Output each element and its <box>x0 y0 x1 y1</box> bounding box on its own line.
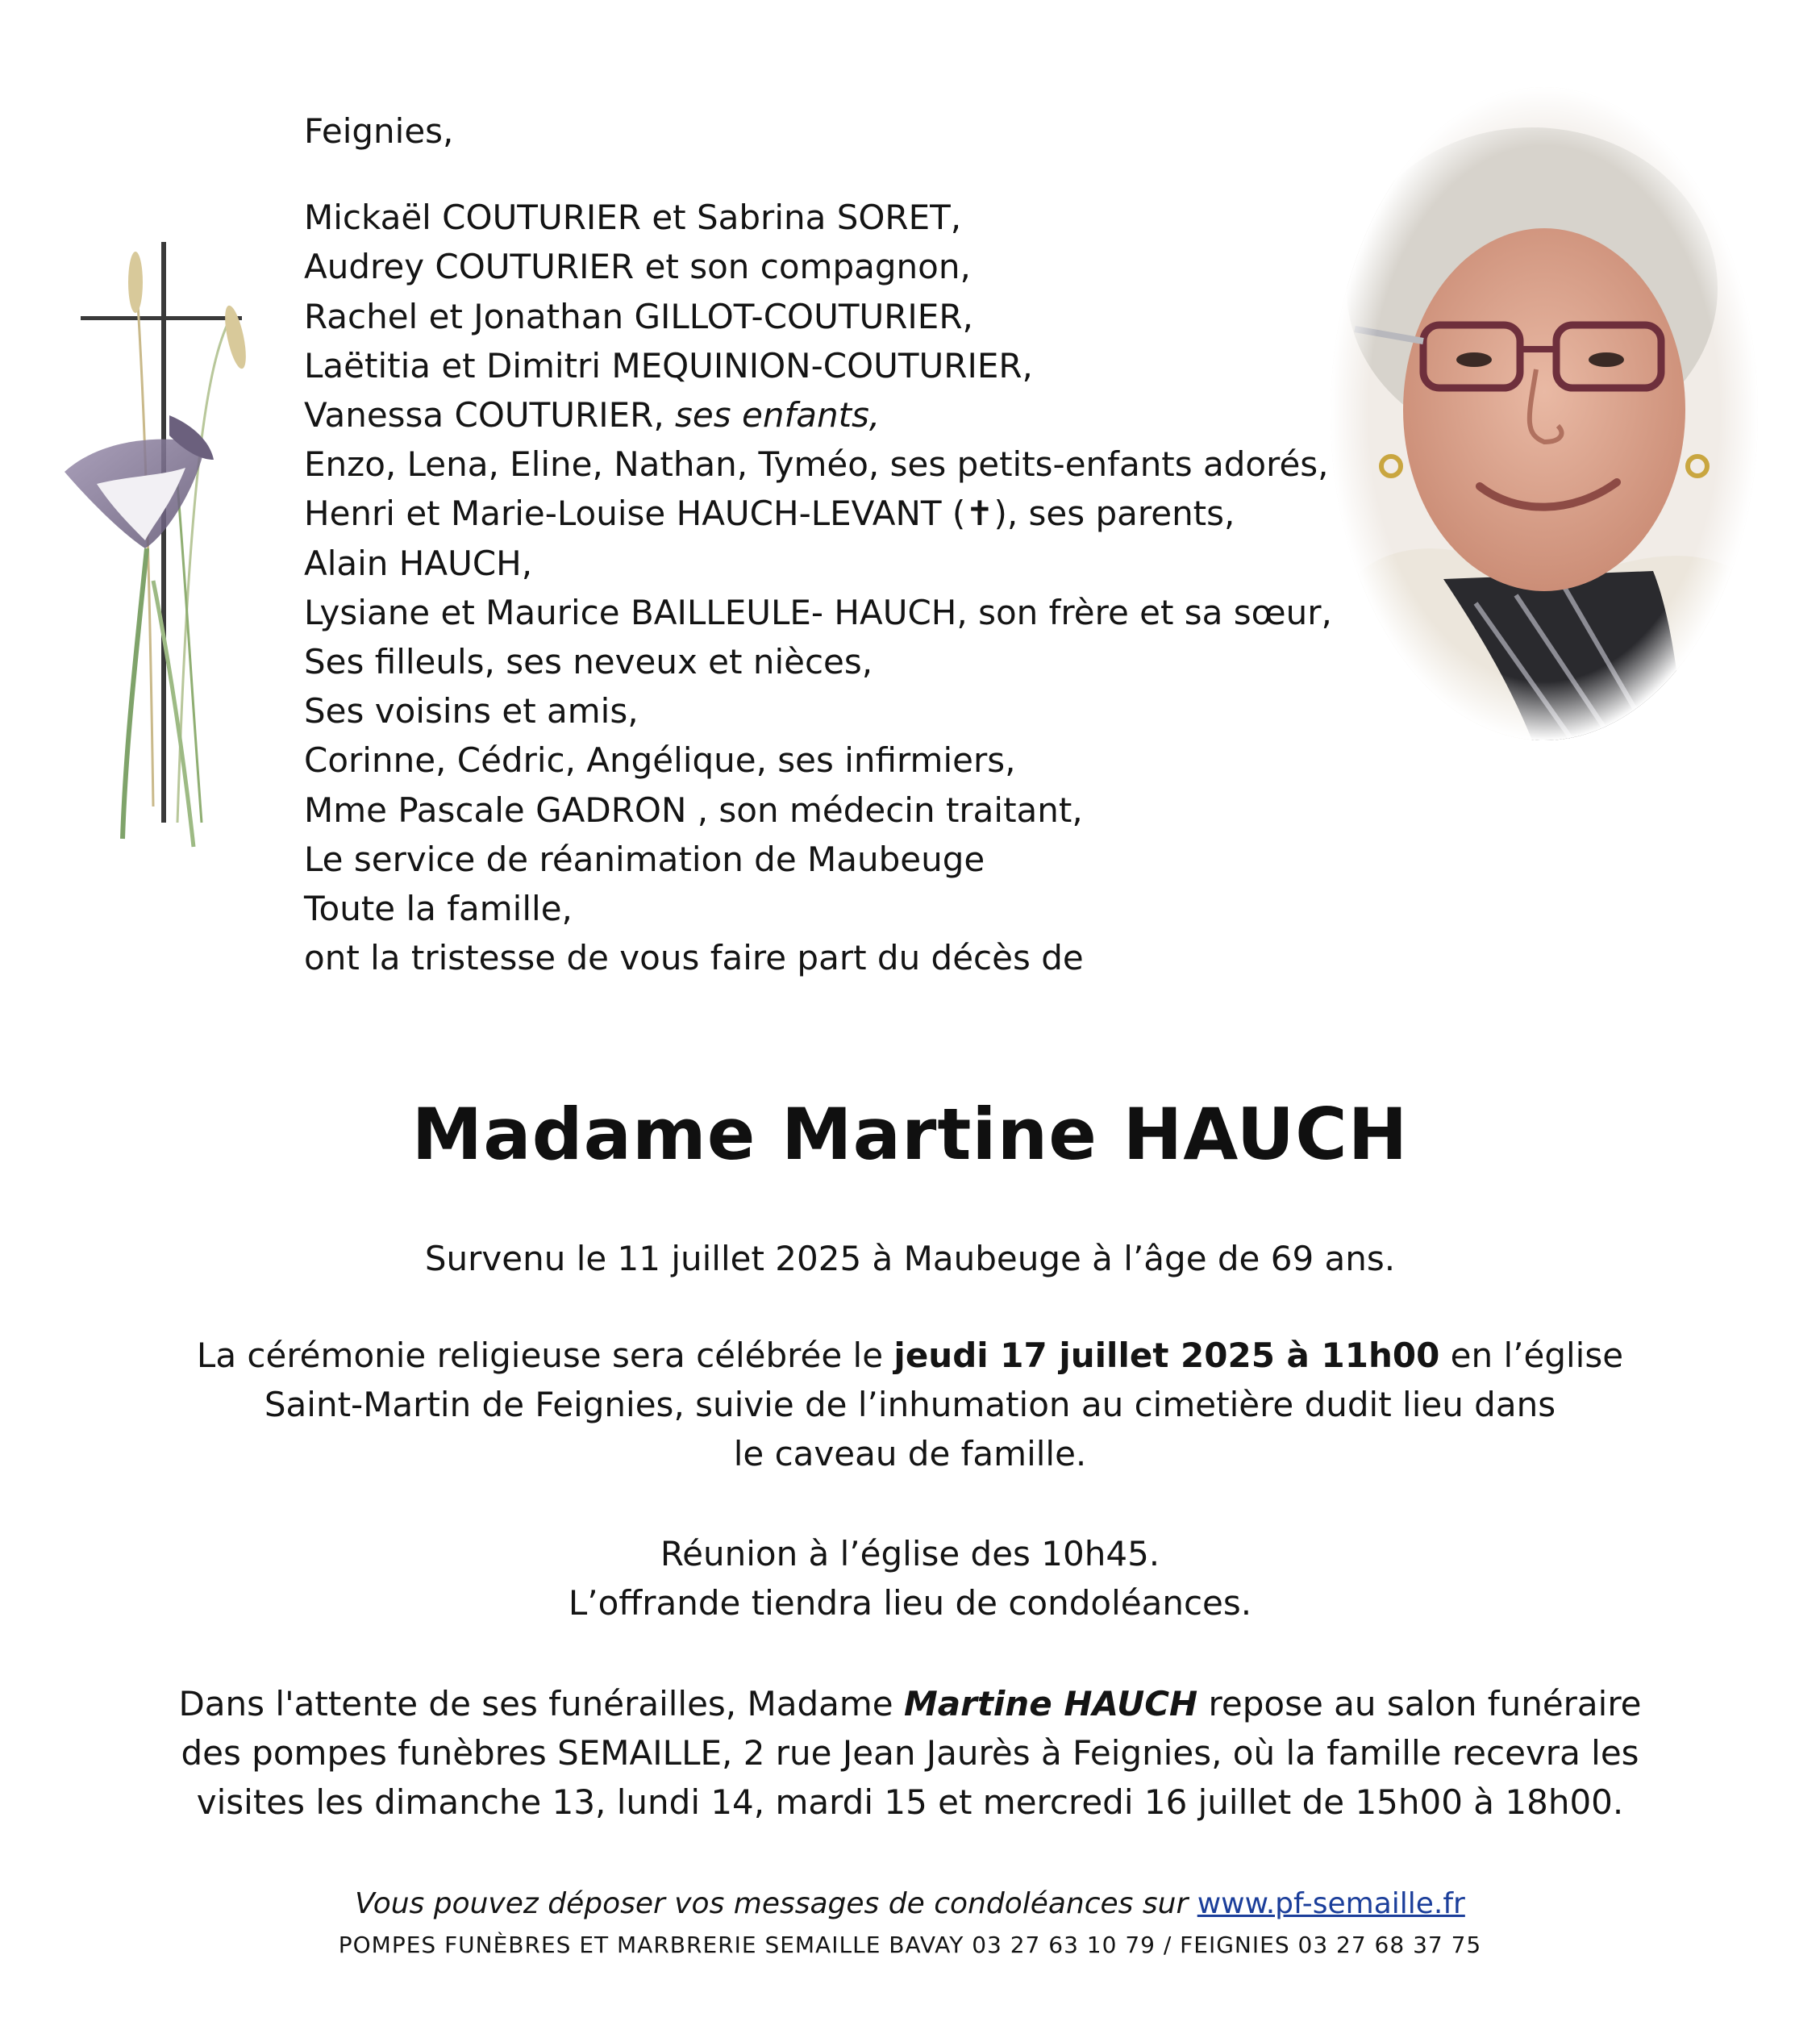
death-notice-text: Survenu le 11 juillet 2025 à Maubeuge à l’âge de 69 ans. <box>424 1239 1396 1278</box>
list-item: Lysiane et Maurice BAILLEULE- HAUCH, son frère et sa sœur, <box>304 592 1332 632</box>
viewing-intro: Dans l'attente de ses funérailles, Madame <box>178 1684 904 1723</box>
condolences-message <box>0 1887 1820 1920</box>
list-item: Audrey COUTURIER et son compagnon, <box>304 247 971 287</box>
list-item: Feignies, <box>304 111 454 151</box>
list-item: Mme Pascale GADRON , son médecin traitant, <box>304 790 1083 830</box>
list-item-italic: ses enfants, <box>675 395 881 436</box>
reunion-paragraph <box>0 1529 1820 1627</box>
ceremony-line-3: le caveau de famille. <box>733 1434 1087 1473</box>
list-item: Enzo, Lena, Eline, Nathan, Tyméo, ses petits-enfants adorés, <box>304 444 1329 485</box>
viewing-line-3: visites les dimanche 13, lundi 14, mardi 15 et mercredi 16 juillet de 15h00 à 18h00. <box>196 1782 1624 1822</box>
company-info: POMPES FUNÈBRES ET MARBRERIE SEMAILLE BAVAY 03 27 63 10 79 / FEIGNIES 03 27 68 37 75 <box>338 1932 1482 1958</box>
ceremony-line-2: Saint-Martin de Feignies, suivie de l’inhumation au cimetière dudit lieu dans <box>264 1385 1556 1424</box>
list-item: Laëtitia et Dimitri MEQUINION-COUTURIER, <box>304 345 1033 386</box>
list-item: Toute la famille, <box>304 889 573 929</box>
ceremony-date: jeudi 17 juillet 2025 à 11h00 <box>893 1336 1440 1375</box>
viewing-line-1 <box>0 1679 1820 1728</box>
list-item: Ses filleuls, ses neveux et nièces, <box>304 642 873 682</box>
condolences-text: Vous pouvez déposer vos messages de condoléances sur <box>355 1887 1197 1920</box>
portrait-photo <box>1331 87 1758 740</box>
list-item: Henri et Marie-Louise HAUCH-LEVANT (✝), ses parents, <box>304 494 1235 534</box>
viewing-paragraph <box>0 1679 1820 1827</box>
list-item-text: Vanessa COUTURIER, <box>304 395 676 436</box>
list-item: ont la tristesse de vous faire part du décès de <box>304 938 1084 978</box>
list-item: Ses voisins et amis, <box>304 691 639 731</box>
list-item: Corinne, Cédric, Angélique, ses infirmiers, <box>304 740 1016 781</box>
ceremony-paragraph <box>0 1331 1820 1478</box>
website-link[interactable]: www.pf-semaille.fr <box>1197 1887 1465 1920</box>
list-item: Le service de réanimation de Maubeuge <box>304 839 985 879</box>
list-item: Mickaël COUTURIER et Sabrina SORET, <box>304 198 962 238</box>
offrande-text: L’offrande tiendra lieu de condoléances. <box>568 1583 1252 1623</box>
death-notice <box>0 1234 1820 1283</box>
viewing-after-name: repose au salon funéraire <box>1197 1684 1642 1723</box>
ceremony-intro: La cérémonie religieuse sera célébrée le <box>196 1336 894 1375</box>
viewing-name: Martine HAUCH <box>903 1684 1198 1723</box>
list-item: Rachel et Jonathan GILLOT-COUTURIER, <box>304 296 973 336</box>
cross-flower-icon <box>48 242 274 855</box>
ceremony-after-date: en l’église <box>1439 1336 1624 1375</box>
deceased-name: Madame Martine HAUCH <box>411 1093 1409 1176</box>
family-list <box>304 106 1332 982</box>
ceremony-line-1 <box>0 1331 1820 1380</box>
portrait-icon <box>1331 87 1758 740</box>
list-item: Alain HAUCH, <box>304 543 533 583</box>
reunion-text: Réunion à l’église des 10h45. <box>660 1534 1160 1573</box>
list-item <box>304 390 1332 440</box>
viewing-line-2: des pompes funèbres SEMAILLE, 2 rue Jean Jaurès à Feignies, où la famille recevra les <box>181 1733 1639 1773</box>
